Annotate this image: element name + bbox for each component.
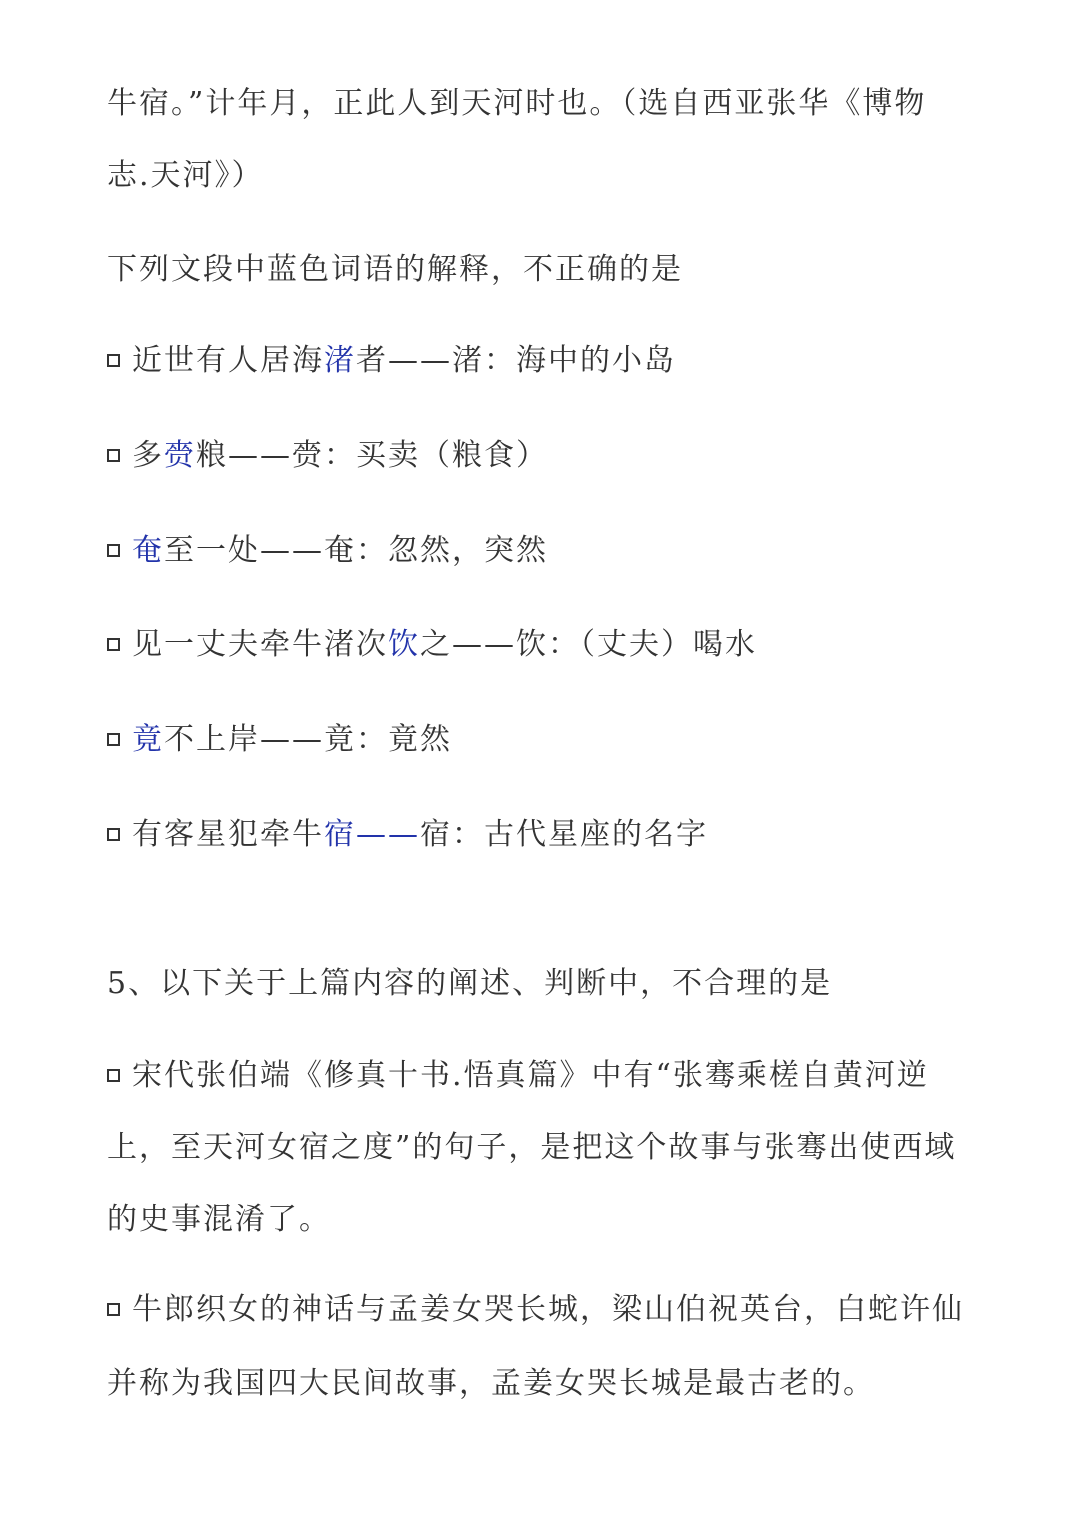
option-text: 至一处——奄：忽然，突然: [164, 533, 548, 568]
q5-option-1-line-2: 上，至天河女宿之度”的句子，是把这个故事与张骞出使西域: [107, 1130, 957, 1165]
option-text: 多: [132, 438, 164, 473]
q5-option-2-line-1[interactable]: [107, 1290, 964, 1330]
q4-option-3[interactable]: [107, 531, 548, 571]
q4-option-2[interactable]: [107, 436, 548, 476]
q5-option-2-line-2: 并称为我国四大民间故事，孟姜女哭长城是最古老的。: [107, 1366, 875, 1401]
option-text: 之——饮：（丈夫）喝水: [420, 627, 757, 662]
option-text: 不上岸——竟：竟然: [164, 722, 452, 757]
question-5-stem: 5、以下关于上篇内容的阐述、判断中，不合理的是: [107, 966, 833, 1001]
question-4-stem: 下列文段中蓝色词语的解释，不正确的是: [107, 252, 683, 287]
option-text: 有客星犯牵牛: [132, 817, 324, 852]
option-text: 近世有人居海: [132, 343, 324, 378]
checkbox-icon[interactable]: [107, 733, 120, 746]
checkbox-icon[interactable]: [107, 1069, 120, 1082]
option-text: 宋代张伯端《修真十书.悟真篇》中有“张骞乘槎自黄河逆: [132, 1058, 929, 1093]
checkbox-icon[interactable]: [107, 1303, 120, 1316]
option-text: 见一丈夫牵牛渚次: [132, 627, 388, 662]
q4-option-1[interactable]: [107, 341, 676, 381]
checkbox-icon[interactable]: [107, 449, 120, 462]
option-text: 宿：古代星座的名字: [420, 817, 708, 852]
highlighted-word: 奄: [132, 533, 164, 568]
highlighted-word: 渚: [324, 343, 356, 378]
checkbox-icon[interactable]: [107, 828, 120, 841]
highlighted-word: 竟: [132, 722, 164, 757]
highlighted-word: 宿——: [324, 817, 420, 852]
checkbox-icon[interactable]: [107, 638, 120, 651]
option-text: 牛郎织女的神话与孟姜女哭长城，梁山伯祝英台，白蛇许仙: [132, 1292, 964, 1327]
q4-option-5[interactable]: [107, 720, 452, 760]
highlighted-word: 饮: [388, 627, 420, 662]
q5-option-1-line-1[interactable]: [107, 1056, 929, 1096]
option-text: 者——渚：海中的小岛: [356, 343, 676, 378]
option-text: 粮——赍：买卖（粮食）: [196, 438, 548, 473]
checkbox-icon[interactable]: [107, 354, 120, 367]
passage-line-2: 志.天河》）: [107, 158, 264, 193]
passage-line-1: 牛宿。”计年月，正此人到天河时也。（选自西亚张华《博物: [107, 86, 927, 121]
q4-option-6[interactable]: [107, 815, 708, 855]
q5-option-1-line-3: 的史事混淆了。: [107, 1202, 331, 1237]
q4-option-4[interactable]: [107, 625, 757, 665]
highlighted-word: 赍: [164, 438, 196, 473]
checkbox-icon[interactable]: [107, 544, 120, 557]
